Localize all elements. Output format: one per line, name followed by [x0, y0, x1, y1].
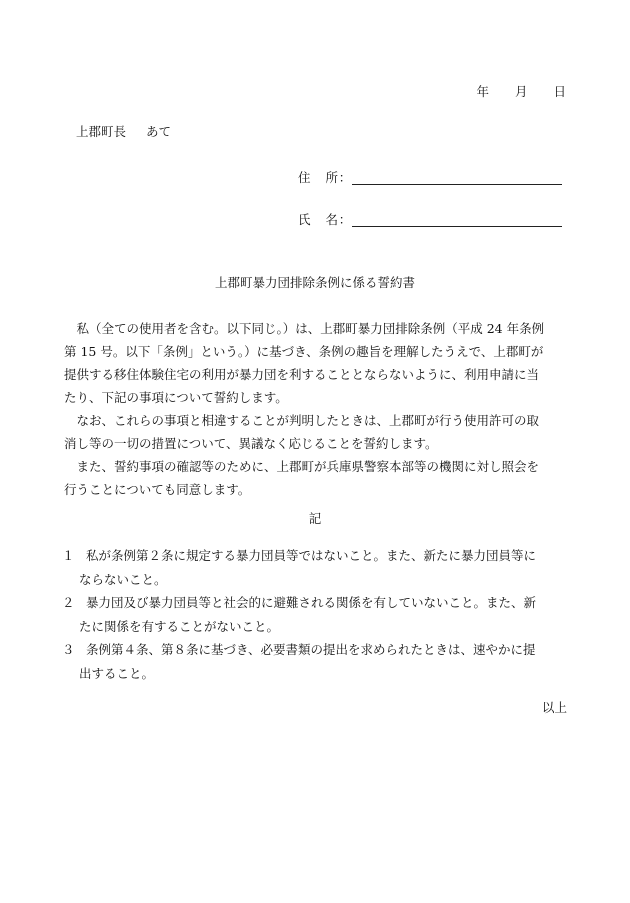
- pledge-item-2: ２ 暴力団及び暴力団員等と社会的に避難される関係を有していないこと。また、新 たに関係を有することがないこと。: [62, 591, 582, 638]
- closing-ijou: 以上: [541, 700, 567, 715]
- pledge-number: ２: [62, 595, 75, 610]
- pledge-number: １: [62, 548, 75, 563]
- date-day: 日: [553, 84, 566, 99]
- pledge-list: [62, 544, 582, 685]
- date-line: [476, 82, 566, 100]
- paragraph-1: 私（全ての使用者を含む。以下同じ。）は、上郡町暴力団排除条例（平成 24 年条例 第 15 号。以下「条例」という。）に基づき、条例の趣旨を理解したうえで、上郡町が 提供する移住体験住宅の利用が暴力団を利することとならないように、利用申請に当 たり、下記の事項について誓約します。: [64, 321, 545, 405]
- paragraph-2: なお、これらの事項と相違することが判明したときは、上郡町が行う使用許可の取 消し等の一切の措置について、異議なく応じることを誓約します。: [64, 413, 540, 451]
- address-field[interactable]: [298, 168, 562, 186]
- address-input-line[interactable]: [352, 170, 562, 185]
- date-month: 月: [514, 84, 528, 99]
- declaration-body: [64, 317, 580, 501]
- addressee-name: 上郡町長: [76, 124, 127, 139]
- addressee-suffix: あて: [146, 124, 172, 139]
- address-colon: ：: [338, 170, 352, 185]
- pledge-number: ３: [62, 642, 75, 657]
- name-label: 氏 名: [298, 212, 338, 227]
- address-label: 住 所: [298, 170, 338, 185]
- addressee: [76, 122, 171, 140]
- pledge-item-3: ３ 条例第４条、第８条に基づき、必要書類の提出を求められたときは、速やかに提 出すること。: [62, 638, 582, 685]
- date-year: 年: [476, 84, 489, 99]
- ki-heading: 記: [308, 511, 322, 526]
- name-input-line[interactable]: [352, 212, 562, 227]
- name-field[interactable]: [298, 210, 562, 228]
- paragraph-3: また、誓約事項の確認等のために、上郡町が兵庫県警察本部等の機関に対し照会を 行うことについても同意します。: [64, 459, 540, 497]
- pledge-item-1: １ 私が条例第２条に規定する暴力団員等ではないこと。また、新たに暴力団員等に ならないこと。: [62, 544, 582, 591]
- name-colon: ：: [338, 212, 352, 227]
- document-title: 上郡町暴力団排除条例に係る誓約書: [214, 275, 415, 290]
